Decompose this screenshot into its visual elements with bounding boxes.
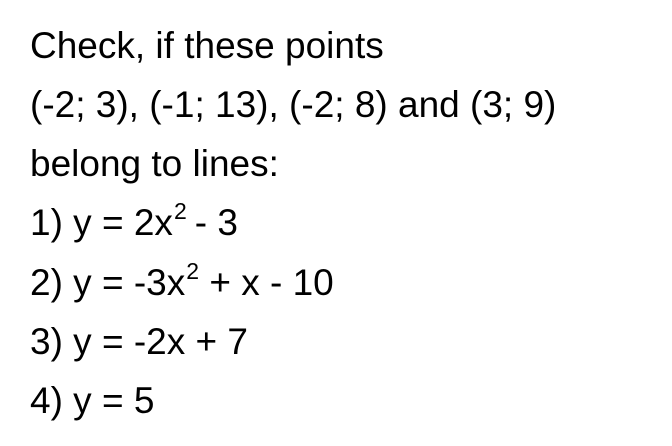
equation-4: 4) y = 5 (30, 380, 155, 421)
equation-2-suffix: + x - 10 (209, 262, 334, 303)
task-instruction-line-1: Check, if these points (30, 25, 384, 66)
equation-1-prefix: 1) y = 2x (30, 202, 173, 243)
equation-2-exponent: 2 (186, 258, 200, 284)
equation-2-prefix: 2) y = -3x (30, 262, 186, 303)
equation-1-suffix: - 3 (194, 202, 238, 243)
task-instruction-line-3: belong to lines: (30, 143, 279, 184)
equation-1 (30, 198, 238, 243)
points-list: (-2; 3), (-1; 13), (-2; 8) and (3; 9) (30, 84, 557, 125)
equation-2 (30, 258, 334, 303)
equation-3: 3) y = -2x + 7 (30, 321, 248, 362)
equation-1-exponent: 2 (173, 198, 187, 224)
